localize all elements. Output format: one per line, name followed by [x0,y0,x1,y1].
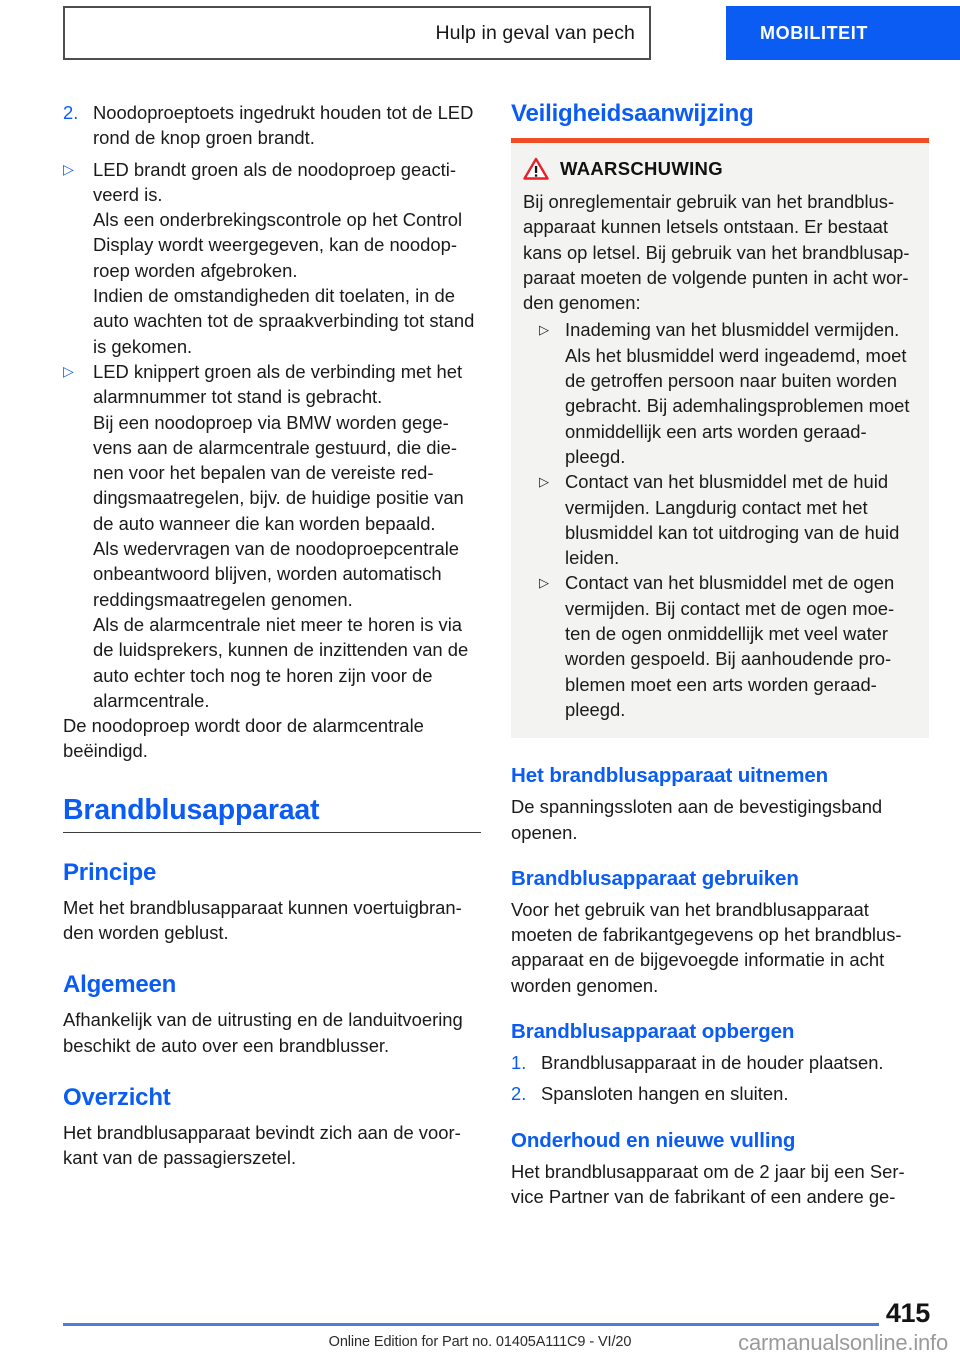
list-item [511,1050,929,1075]
section-heading-principe: Principe [63,858,157,886]
triangle-bullet-icon: ▷ [539,474,549,490]
list-item [539,469,913,570]
bullet-text: LED brandt groen als de noodoproep geacti-veerd is. [93,158,456,205]
list-item [539,317,913,469]
triangle-bullet-icon: ▷ [539,575,549,591]
list-item [63,100,481,151]
section-body-onderhoud: Het brandblusapparaat om de 2 jaar bij een Ser-vice Partner van de fabrikant of een andere ge- [511,1160,905,1207]
page-header [63,6,960,62]
warning-box [511,138,929,738]
right-column [511,100,929,1209]
section-heading-algemeen: Algemeen [63,971,177,999]
warning-header [523,157,913,180]
section-banner [726,6,960,60]
bullet-sub-paragraph: Als de alarmcentrale niet meer te horen is via de luidsprekers, kunnen de inzittenden van de auto echter toch nog te horen zijn voor de alarmcentrale. [93,613,469,711]
left-column [63,100,481,1171]
list-item [63,157,481,208]
triangle-bullet-icon: ▷ [63,160,74,177]
breadcrumb-tab [63,6,651,60]
footer-divider [63,1323,879,1326]
list-item [539,570,913,722]
bullet-text: Contact van het blusmiddel met de ogen vermijden. Bij contact met de ogen moe-ten de ogen onmiddellijk met veel water worden gespoeld. Bij aanhoudende pro-blemen moet een arts worden geraad-pleegd. [565,572,895,720]
page-number: 415 [885,1298,930,1328]
section-body-overzicht: Het brandblusapparaat bevindt zich aan de voor-kant van de passagierszetel. [63,1121,461,1169]
section-label: MOBILITEIT [760,22,868,43]
step-number: 2. [63,102,79,123]
footer-note: Online Edition for Part no. 01405A111C9 - VI/20 [328,1334,632,1350]
bullet-text: LED knippert groen als de verbinding met het alarmnummer tot stand is gebracht. [93,360,463,408]
step-number: 1. [511,1052,527,1074]
triangle-bullet-icon: ▷ [63,362,74,379]
section-heading-overzicht: Overzicht [63,1083,171,1111]
bullet-sub-paragraph: Indien de omstandigheden dit toelaten, in de auto wachten tot de spraakverbinding tot stand is gekomen. [93,285,475,357]
bullet-sub-paragraph: Als wedervragen van de noodoproepcentrale onbeantwoord blijven, worden automatisch reddingsmaatregelen genomen. [93,538,460,610]
section-heading-onderhoud: Onderhoud en nieuwe vulling [511,1128,796,1152]
list-item [63,359,481,410]
section-body-uitnemen: De spanningssloten aan de bevestigingsband openen. [511,796,883,843]
step-text: Noodoproeptoets ingedrukt houden tot de LED rond de knop groen brandt. [93,102,474,149]
bullet-text: Inademing van het blusmiddel vermijden. Als het blusmiddel werd ingeademd, moet de getroffen persoon naar buiten worden gebracht. Bij ademhalingsproblemen moet onmiddellijk een arts worden geraad-pleegd. [565,319,910,467]
step-text: Brandblusapparaat in de houder plaatsen. [541,1052,884,1074]
warning-triangle-icon [523,157,549,180]
watermark: carmanualsonline.info [738,1330,948,1355]
step-text: Spansloten hangen en sluiten. [541,1083,789,1105]
closing-paragraph: De noodoproep wordt door de alarmcentrale beëindigd. [63,715,424,762]
list-item [511,1081,929,1106]
bullet-text: Contact van het blusmiddel met de huid vermijden. Langdurig contact met het blusmiddel kan tot uitdroging van de huid leiden. [565,471,900,569]
section-heading-uitnemen: Het brandblusapparaat uitnemen [511,764,829,788]
breadcrumb-label: Hulp in geval van pech [435,21,635,44]
page-title: Brandblusapparaat [63,794,481,833]
section-heading-veiligheidsaanwijzing: Veiligheidsaanwijzing [511,100,754,127]
section-body-gebruiken: Voor het gebruik van het brandblusapparaat moeten de fabrikantgegevens op het brandblus-apparaat en de bijgevoegde informatie in acht worden genomen. [511,898,902,996]
warning-title: WAARSCHUWING [560,157,723,179]
bullet-sub-paragraph: Bij een noodoproep via BMW worden gege-vens aan de alarmcentrale gestuurd, die die-nen voor het bepalen van de vereiste red-dingsmaatregelen, bijv. de huidige positie van de auto wanneer die kan worden bepaald. [93,411,464,534]
triangle-bullet-icon: ▷ [539,322,549,338]
step-number: 2. [511,1083,527,1105]
warning-bullet-list [539,317,913,722]
section-heading-opbergen: Brandblusapparaat opbergen [511,1020,795,1044]
section-heading-gebruiken: Brandblusapparaat gebruiken [511,866,799,890]
section-body-algemeen: Afhankelijk van de uitrusting en de landuitvoering beschikt de auto over een brandblusser. [63,1009,463,1056]
bullet-sub-paragraph: Als een onderbrekingscontrole op het Control Display wordt weergegeven, kan de noodop-roep worden afgebroken. [93,209,463,281]
section-body-principe: Met het brandblusapparaat kunnen voertuigbran-den worden geblust. [63,896,462,944]
warning-intro: Bij onreglementair gebruik van het brandblus-apparaat kunnen letsels ontstaan. Er bestaat kans op letsel. Bij gebruik van het brandblusap-paraat moeten de volgende punten in acht wor-den genomen: [523,191,910,314]
